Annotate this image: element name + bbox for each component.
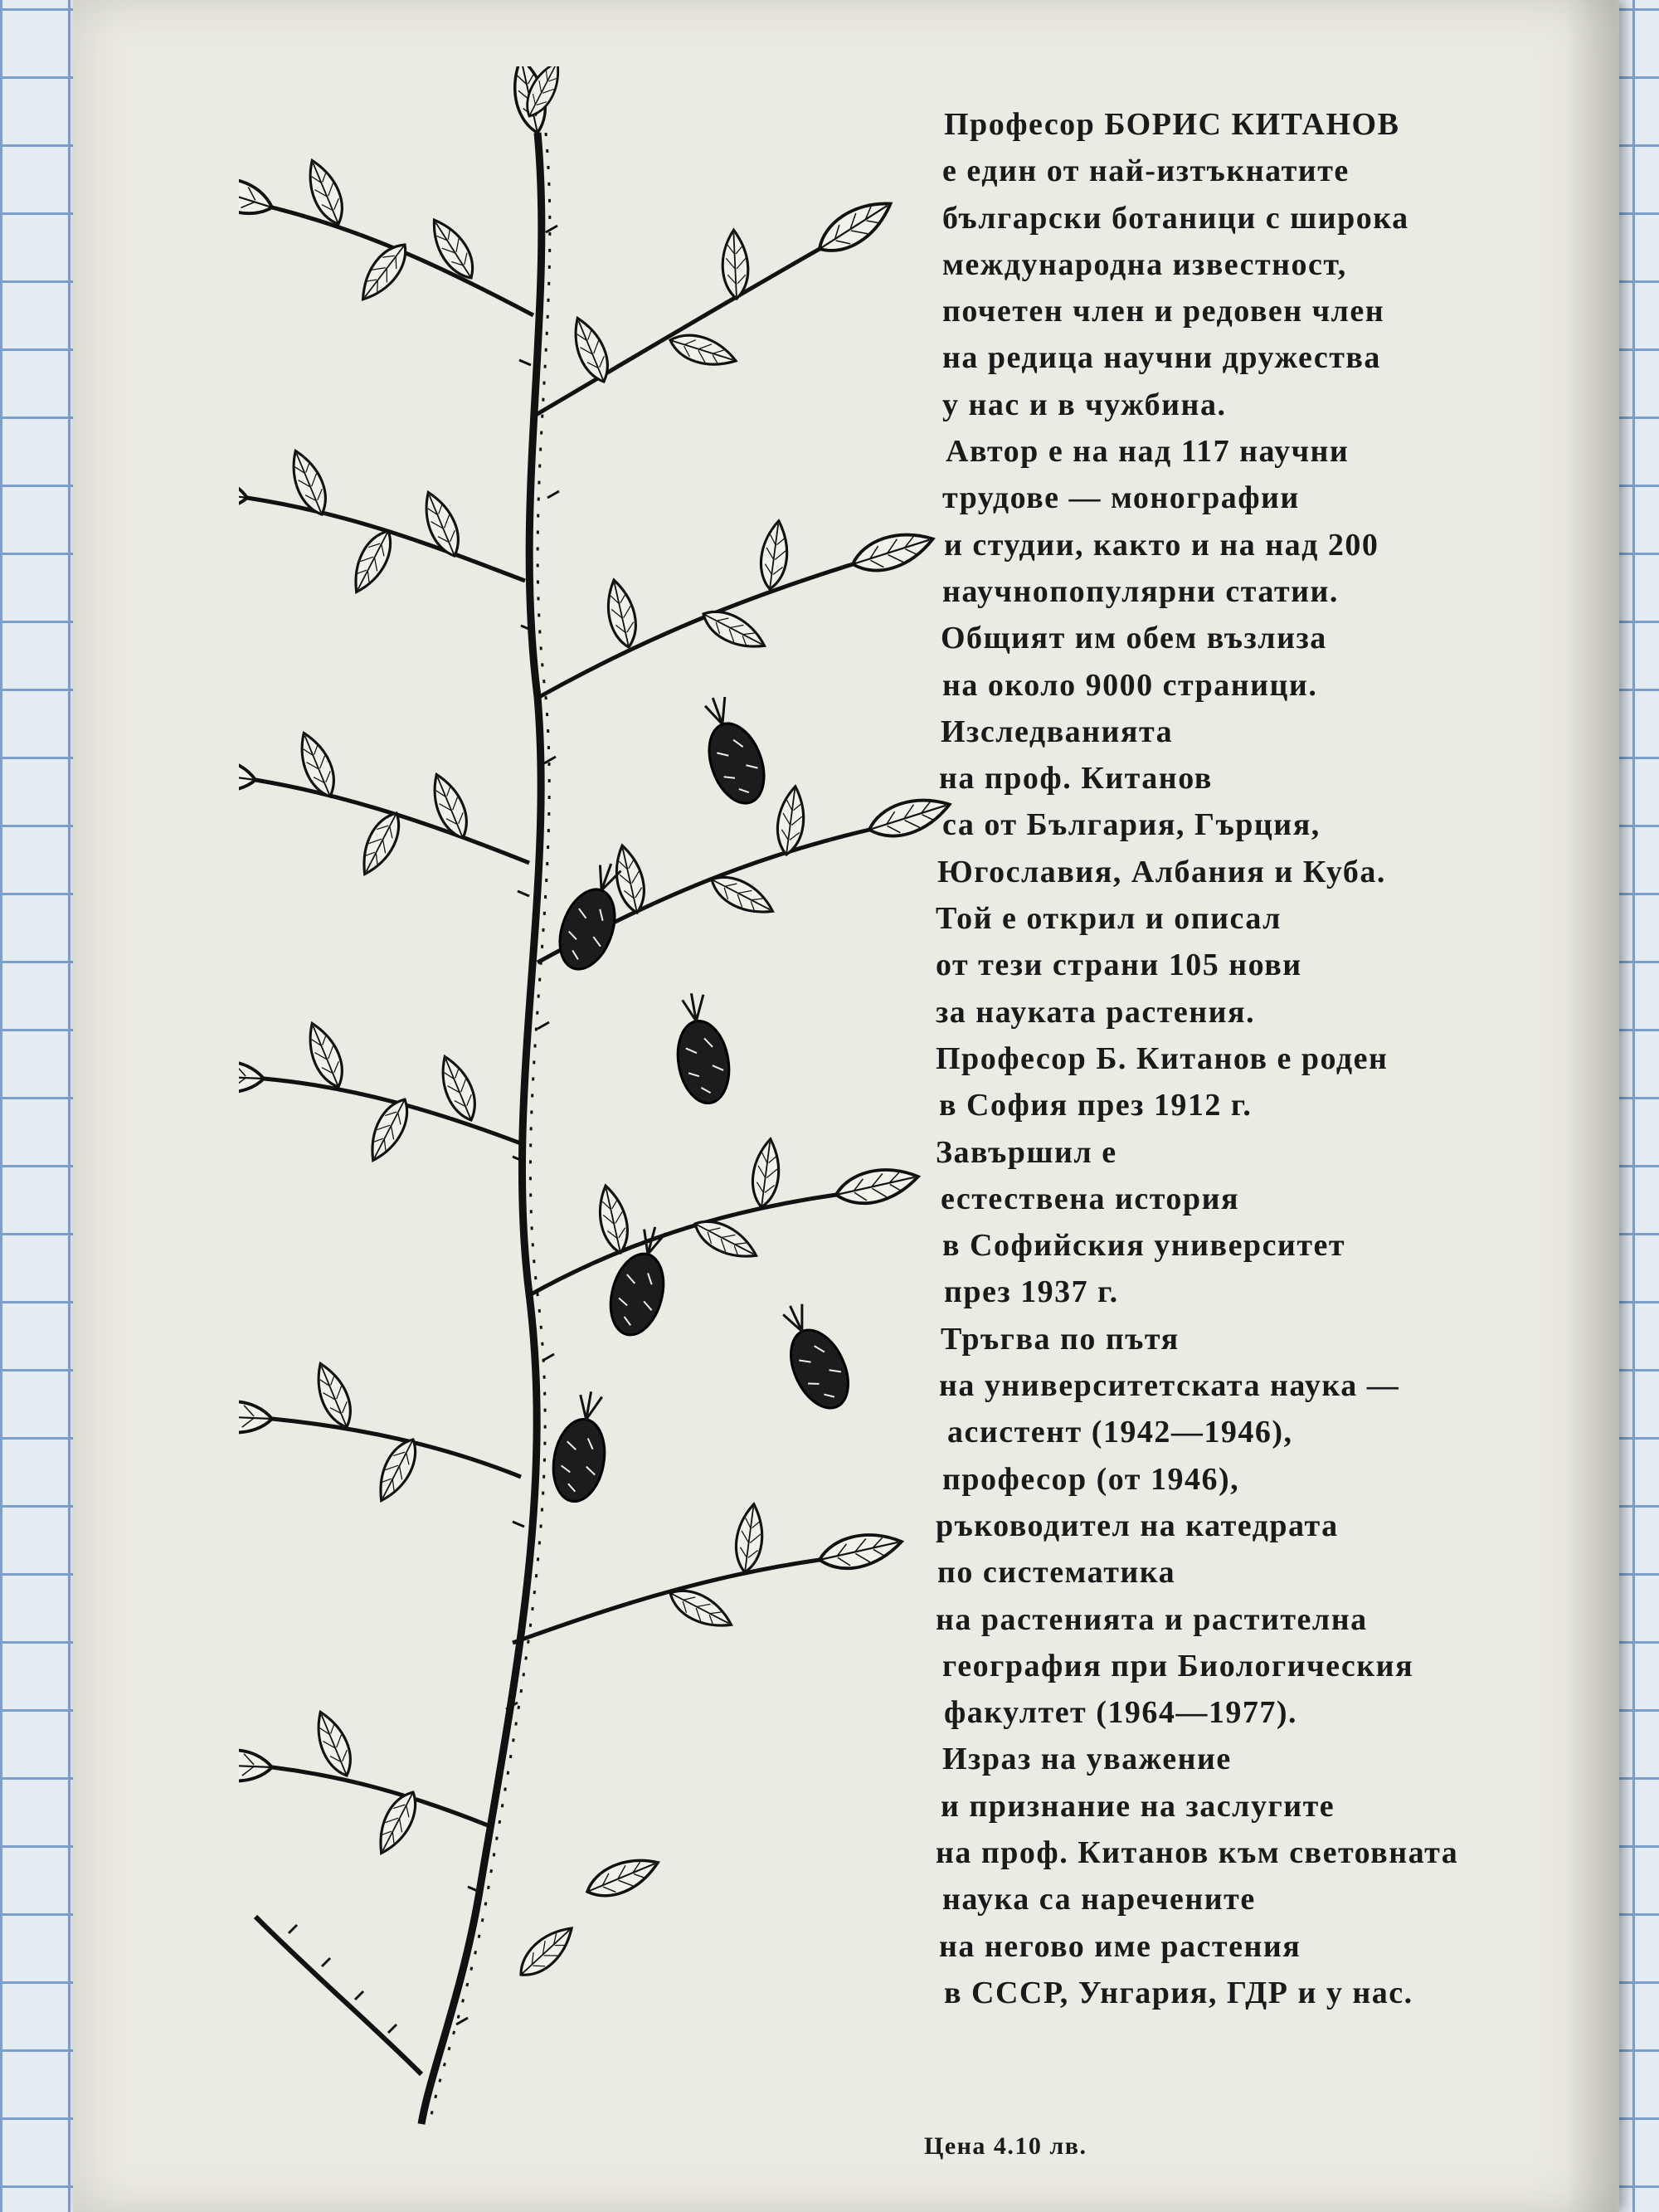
biography-line: Общият им обем възлиза <box>941 621 1327 656</box>
biography-line: е един от най-изтъкнатите <box>942 153 1350 189</box>
price-label: Цена 4.10 лв. <box>924 2132 1087 2160</box>
biography-line: ръководител на катедрата <box>936 1508 1339 1543</box>
book-back-cover <box>73 0 1619 2212</box>
biography-line: Югославия, Албания и Куба. <box>937 854 1386 889</box>
biography-line: международна известност, <box>942 246 1347 282</box>
biography-line: български ботаници с широка <box>942 200 1409 236</box>
biography-line: на редица научни дружества <box>942 340 1381 376</box>
biography-line: асистент (1942—1946), <box>947 1415 1293 1450</box>
biography-line: професор (от 1946), <box>942 1461 1240 1497</box>
biography-line: почетен член и редовен член <box>942 294 1385 329</box>
biography-line: Изследванията <box>941 714 1174 749</box>
biography-line: Професор БОРИС КИТАНОВ <box>944 107 1400 142</box>
biography-line: на растенията и растителна <box>936 1601 1368 1637</box>
biography-line: на негово име растения <box>939 1928 1301 1964</box>
biography-line: Професор Б. Китанов е роден <box>936 1040 1389 1076</box>
biography-line: от тези страни 105 нови <box>936 948 1302 983</box>
biography-line: наука са наречените <box>942 1882 1256 1917</box>
biography-line: Израз на уважение <box>942 1742 1232 1777</box>
biography-text <box>936 101 1616 2016</box>
biography-line: и признание на заслугите <box>941 1788 1335 1824</box>
biography-line: научнопопулярни статии. <box>942 573 1339 609</box>
biography-line: на университетската наука — <box>939 1368 1400 1404</box>
biography-line: в СССР, Унгария, ГДР и у нас. <box>944 1975 1413 2010</box>
biography-line: у нас и в чужбина. <box>942 387 1227 422</box>
biography-line: Тръгва по пътя <box>941 1321 1180 1357</box>
biography-line: на проф. Китанов <box>939 761 1213 797</box>
biography-line: Автор е на над 117 научни <box>946 434 1350 470</box>
biography-line: Той е открил и описал <box>936 901 1282 937</box>
biography-line: в София през 1912 г. <box>939 1088 1253 1123</box>
biography-line: в Софийския университет <box>942 1228 1346 1264</box>
biography-line: през 1937 г. <box>944 1274 1119 1310</box>
biography-line: за науката растения. <box>936 994 1256 1030</box>
rose-branch-illustration <box>239 66 985 2157</box>
biography-line: география при Биологическия <box>942 1648 1414 1683</box>
biography-line: трудове — монографии <box>942 480 1300 516</box>
biography-line: на проф. Китанов към световната <box>936 1834 1459 1870</box>
biography-line: на около 9000 страници. <box>942 667 1318 703</box>
biography-line: и студии, както и на над 200 <box>944 527 1379 563</box>
biography-line: са от България, Гърция, <box>942 807 1321 843</box>
biography-line: Завършил е <box>936 1134 1117 1170</box>
biography-line: факултет (1964—1977). <box>944 1695 1298 1731</box>
biography-line: естествена история <box>941 1181 1240 1216</box>
biography-line: по систематика <box>937 1555 1176 1591</box>
